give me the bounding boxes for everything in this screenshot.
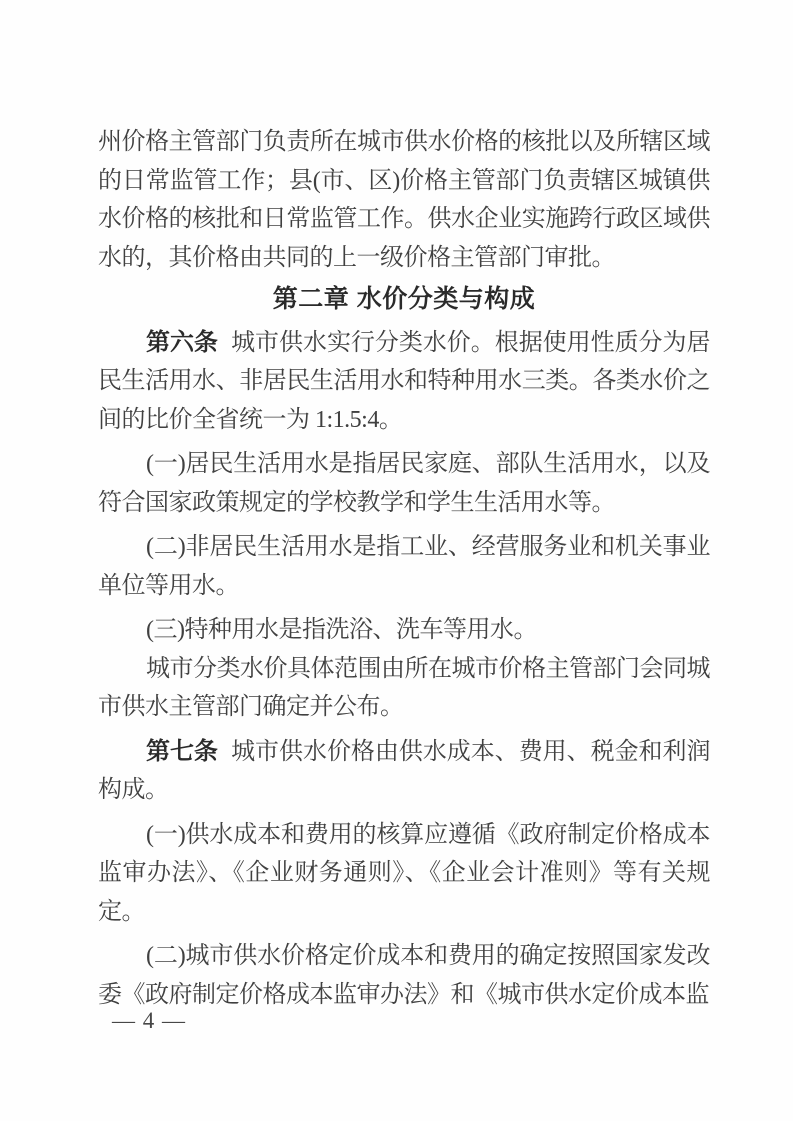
article-7-label: 第七条 bbox=[146, 737, 218, 765]
article-6-label: 第六条 bbox=[146, 328, 218, 356]
article-6-item-3: (三)特种用水是指洗浴、洗车等用水。 bbox=[146, 617, 537, 643]
document-body bbox=[98, 123, 710, 1014]
article-7-text: 城市供水价格由供水成本、费用、税金和利润构成。 bbox=[98, 738, 710, 803]
chapter-heading: 第二章 水价分类与构成 bbox=[272, 285, 536, 313]
article-6-item-2: (二)非居民生活用水是指工业、经营服务业和机关事业单位等用水。 bbox=[98, 534, 710, 599]
article-6-scope-paragraph: 城市分类水价具体范围由所在城市价格主管部门会同城市供水主管部门确定并公布。 bbox=[98, 655, 710, 720]
article-7-item-1: (一)供水成本和费用的核算应遵循《政府制定价格成本监审办法》、《企业财务通则》、《企业会计准则》等有关规定。 bbox=[98, 821, 710, 925]
article-7-paragraph bbox=[98, 733, 710, 810]
page-number: — 4 — bbox=[112, 1008, 186, 1033]
article-7-item-2: (二)城市供水价格定价成本和费用的确定按照国家发改委《政府制定价格成本监审办法》和《城市供水定价成本监 bbox=[98, 943, 710, 1008]
article-6-paragraph bbox=[98, 324, 710, 440]
article-6-item-1: (一)居民生活用水是指居民家庭、部队生活用水，以及符合国家政策规定的学校教学和学生生活用水等。 bbox=[98, 451, 710, 516]
article-6-text: 城市供水实行分类水价。根据使用性质分为居民生活用水、非居民生活用水和特种用水三类。各类水价之间的比价全省统一为 1:1.5:4。 bbox=[98, 329, 710, 433]
continuation-paragraph: 州价格主管部门负责所在城市供水价格的核批以及所辖区域的日常监管工作；县(市、区)价格主管部门负责辖区城镇供水价格的核批和日常监管工作。供水企业实施跨行政区域供水的，其价格由共同的上一级价格主管部门审批。 bbox=[98, 129, 710, 271]
